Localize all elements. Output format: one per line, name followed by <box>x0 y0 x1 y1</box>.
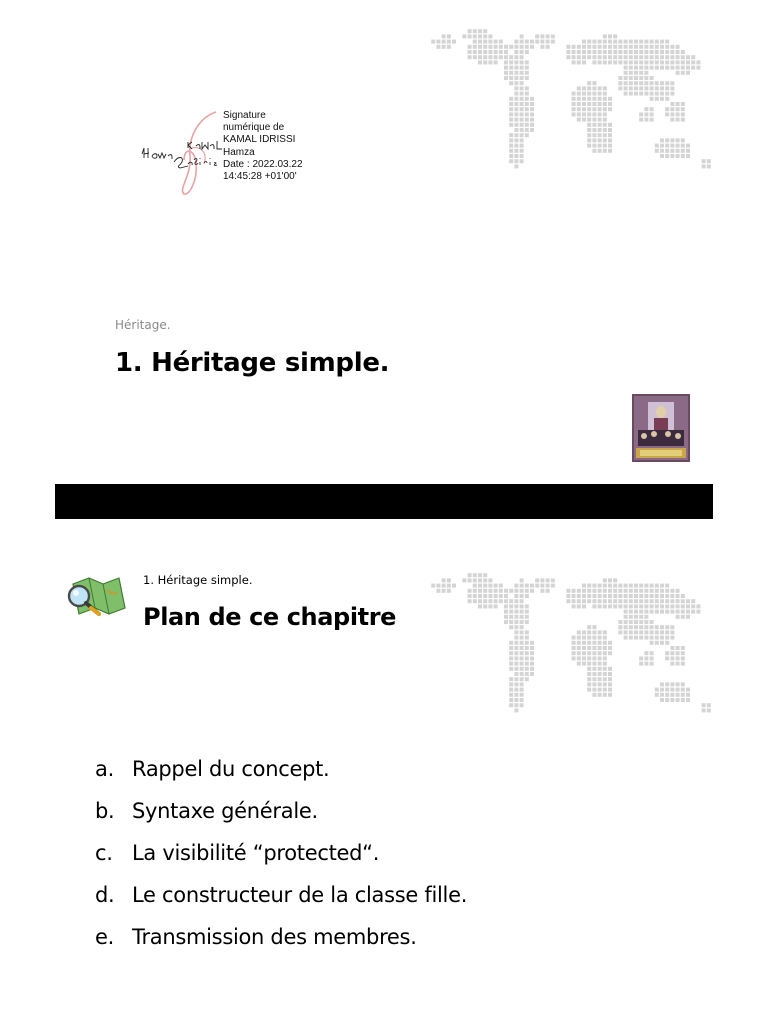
signature-text <box>223 110 333 183</box>
list-item <box>95 790 735 832</box>
list-item-text: La visibilité “protected“. <box>132 841 380 865</box>
signature-line: Hamza <box>223 146 255 158</box>
signature-mark-icon <box>138 108 226 196</box>
list-marker: c. <box>95 841 113 865</box>
list-marker: d. <box>95 883 115 907</box>
slide-title: Plan de ce chapitre <box>143 603 397 631</box>
list-item-text: Syntaxe générale. <box>132 799 318 823</box>
magnifier-map-icon <box>63 574 127 620</box>
list-item <box>95 748 735 790</box>
list-item <box>95 832 735 874</box>
list-item <box>95 874 735 916</box>
list-item-text: Transmission des membres. <box>132 925 417 949</box>
signature-line: Date : 2022.03.22 <box>223 158 303 170</box>
slide-title: 1. Héritage simple. <box>115 348 390 378</box>
signature-line: Signature <box>223 110 266 121</box>
list-marker: e. <box>95 925 114 949</box>
section-subtitle: Héritage. <box>115 318 171 332</box>
signature-line: numérique de <box>223 122 285 134</box>
list-item-text: Rappel du concept. <box>132 757 330 781</box>
slide-divider <box>55 484 713 519</box>
list-item <box>95 916 735 958</box>
list-item-text: Le constructeur de la classe fille. <box>132 883 468 907</box>
section-subtitle: 1. Héritage simple. <box>143 573 253 587</box>
thumbnail-image-icon <box>632 394 690 462</box>
chapter-outline <box>95 748 735 958</box>
signature-line: 14:45:28 +01'00' <box>223 171 297 183</box>
list-marker: b. <box>95 799 115 823</box>
world-map-icon <box>424 22 714 196</box>
signature-line: KAMAL IDRISSI <box>223 134 296 146</box>
slide-1 <box>0 0 768 484</box>
list-marker: a. <box>95 757 114 781</box>
world-map-icon <box>424 566 714 740</box>
